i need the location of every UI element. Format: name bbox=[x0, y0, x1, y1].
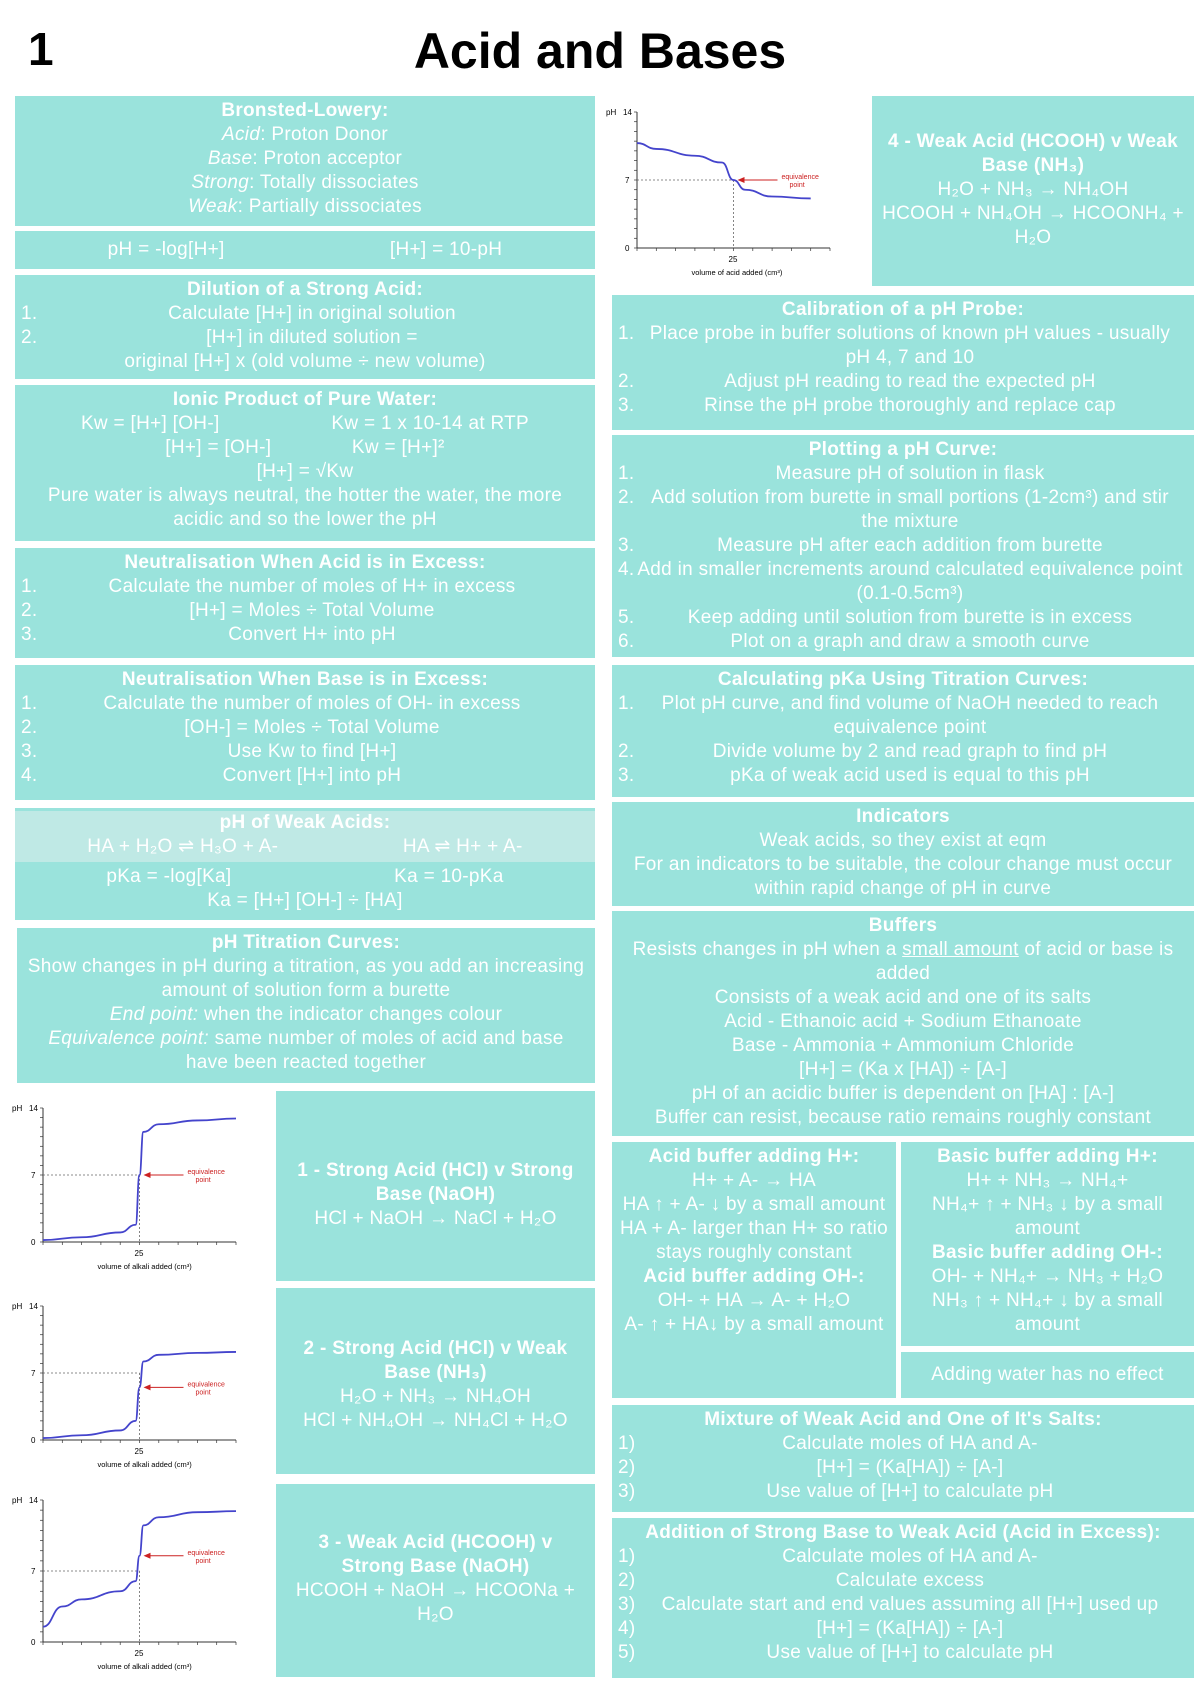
buffers-line: Acid - Ethanoic acid + Sodium Ethanoate bbox=[724, 1011, 1082, 1032]
acid-buffer-box bbox=[612, 1142, 896, 1398]
ph-formula-right: [H+] = 10-pH bbox=[389, 239, 503, 260]
base-excess-box bbox=[15, 665, 595, 800]
ionic-product-box bbox=[15, 385, 595, 541]
y-axis-label: pH bbox=[606, 108, 617, 117]
equivalence-label: point bbox=[195, 1557, 211, 1565]
list-item: 6. Plot on a graph and draw a smooth curve bbox=[618, 631, 1090, 652]
buffers-line: Buffer can resist, because ratio remains roughly constant bbox=[654, 1107, 1152, 1128]
ionic-line: Kw = [H+] [OH-] bbox=[80, 413, 220, 434]
bronsted-line: Strong: Totally dissociates bbox=[191, 172, 419, 193]
indicators-line: Weak acids, so they exist at eqm bbox=[759, 830, 1047, 851]
list-item: 1) Calculate moles of HA and A- bbox=[618, 1546, 1038, 1567]
acid-buffer-line: HA + A- larger than H+ so ratio stays roughly constant bbox=[619, 1218, 889, 1263]
x-tick-label: 25 bbox=[134, 1649, 144, 1658]
curve3-box bbox=[276, 1484, 595, 1677]
list-item: 3. Use Kw to find [H+] bbox=[21, 741, 397, 762]
curve4-title: 4 - Weak Acid (HCOOH) v Weak Base (NH₃) bbox=[888, 131, 1178, 176]
list-item-cont: original [H+] x (old volume ÷ new volume) bbox=[124, 351, 486, 372]
acid-excess-title: Neutralisation When Acid is in Excess: bbox=[124, 552, 486, 573]
buffers-line: Resists changes in pH when a small amount of acid or base is added bbox=[632, 939, 1174, 984]
calibration-title: Calibration of a pH Probe: bbox=[781, 299, 1025, 320]
equivalence-label: equivalence bbox=[781, 174, 819, 181]
y-tick-label: 0 bbox=[31, 1638, 36, 1647]
list-item: 5. Keep adding until solution from burette is in excess bbox=[618, 607, 1133, 628]
basic-buffer-line: NH₄+ ↑ + NH₃ ↓ by a small amount bbox=[932, 1194, 1163, 1239]
equivalence-label: equivalence bbox=[187, 1169, 225, 1176]
weak-acids-title: pH of Weak Acids: bbox=[219, 812, 391, 833]
ph-formula-left: pH = -log[H+] bbox=[107, 239, 225, 260]
acid-excess-box bbox=[15, 548, 595, 658]
equivalence-def: Equivalence point: same number of moles of acid and base have been reacted together bbox=[48, 1028, 564, 1073]
titration-chart-3 bbox=[8, 1482, 276, 1680]
ionic-note: Pure water is always neutral, the hotter the water, the more acidic and so the lower the pH bbox=[47, 485, 563, 530]
list-item: 1. Measure pH of solution in flask bbox=[618, 463, 1045, 484]
list-item: 3. Convert H+ into pH bbox=[21, 624, 396, 645]
list-item: 2. [H+] = Moles ÷ Total Volume bbox=[21, 600, 435, 621]
list-item: 4) [H+] = (Ka[HA]) ÷ [A-] bbox=[618, 1618, 1004, 1639]
buffers-line: pH of an acidic buffer is dependent on [HA] : [A-] bbox=[691, 1083, 1115, 1104]
weak-acid-eq: Ka = [H+] [OH-] ÷ [HA] bbox=[207, 890, 403, 911]
curve2-eq: HCl + NH₄OH → NH₄Cl + H₂O bbox=[303, 1410, 568, 1431]
pka-box bbox=[612, 665, 1194, 797]
y-tick-label: 14 bbox=[29, 1302, 38, 1311]
arrowhead-icon bbox=[144, 1553, 151, 1559]
buffers-line: [H+] = (Ka x [HA]) ÷ [A-] bbox=[799, 1059, 1007, 1080]
indicators-line: For an indicators to be suitable, the colour change must occur within rapid change of pH in curve bbox=[633, 854, 1173, 899]
x-tick-label: 25 bbox=[134, 1447, 144, 1456]
page-title: Acid and Bases bbox=[413, 23, 787, 79]
equivalence-label: equivalence bbox=[187, 1549, 225, 1557]
acid-buffer-line: H+ + A- → HA bbox=[692, 1170, 816, 1191]
titration-chart-1 bbox=[8, 1090, 276, 1280]
curve2-eq: H₂O + NH₃ → NH₄OH bbox=[339, 1386, 532, 1407]
buffers-title: Buffers bbox=[868, 915, 938, 936]
basic-buffer-line: OH- + NH₄+ → NH₃ + H₂O bbox=[931, 1266, 1164, 1287]
x-tick-label: 25 bbox=[134, 1249, 144, 1258]
list-item: 3) Use value of [H+] to calculate pH bbox=[618, 1481, 1054, 1502]
end-point-def: End point: when the indicator changes colour bbox=[109, 1004, 503, 1025]
basic-buffer-title: Basic buffer adding H+: bbox=[937, 1146, 1158, 1167]
list-item: 5) Use value of [H+] to calculate pH bbox=[618, 1642, 1054, 1663]
titration-curve bbox=[43, 1511, 236, 1627]
titration-title: pH Titration Curves: bbox=[211, 932, 401, 953]
list-item: 3. pKa of weak acid used is equal to this pH bbox=[618, 765, 1090, 786]
y-tick-label: 7 bbox=[625, 176, 630, 185]
list-item: 1. Plot pH curve, and find volume of NaOH needed to reach equivalence point bbox=[618, 693, 1159, 738]
list-item: 3. Measure pH after each addition from burette bbox=[618, 535, 1103, 556]
curve1-eq: HCl + NaOH → NaCl + H₂O bbox=[314, 1208, 557, 1229]
basic-buffer-line: H+ + NH₃ → NH₄+ bbox=[966, 1170, 1129, 1191]
titration-chart-2 bbox=[8, 1288, 276, 1478]
arrowhead-icon bbox=[738, 177, 745, 183]
x-axis-label: volume of acid added (cm³) bbox=[691, 268, 783, 277]
list-item: 1. Calculate the number of moles of H+ in excess bbox=[21, 576, 516, 597]
y-tick-label: 14 bbox=[29, 1104, 38, 1113]
list-item: 3) Calculate start and end values assuming all [H+] used up bbox=[618, 1594, 1159, 1615]
list-item: 2. Adjust pH reading to read the expected pH bbox=[618, 371, 1096, 392]
curve2-title: 2 - Strong Acid (HCl) v Weak Base (NH₃) bbox=[303, 1338, 568, 1383]
bronsted-line: Weak: Partially dissociates bbox=[188, 196, 422, 217]
arrowhead-icon bbox=[144, 1172, 151, 1178]
list-item: 2. [OH-] = Moles ÷ Total Volume bbox=[21, 717, 440, 738]
titration-curve bbox=[637, 143, 811, 198]
y-tick-label: 14 bbox=[623, 108, 632, 117]
list-item: 2. Add solution from burette in small portions (1-2cm³) and stir the mixture bbox=[618, 487, 1169, 532]
y-axis-label: pH bbox=[12, 1104, 23, 1113]
weak-acid-eq: pKa = -log[Ka] bbox=[106, 866, 232, 887]
buffers-line: Base - Ammonia + Ammonium Chloride bbox=[731, 1035, 1075, 1056]
list-item: 1. Calculate the number of moles of OH- in excess bbox=[21, 693, 521, 714]
plotting-title: Plotting a pH Curve: bbox=[808, 439, 998, 460]
titration-curves-box bbox=[17, 928, 595, 1083]
ionic-line: Kw = [H+]² bbox=[351, 437, 445, 458]
y-tick-label: 0 bbox=[31, 1436, 36, 1445]
acid-buffer-line: HA ↑ + A- ↓ by a small amount bbox=[622, 1194, 886, 1215]
list-item: 3. Rinse the pH probe thoroughly and replace cap bbox=[618, 395, 1116, 416]
x-tick-label: 25 bbox=[728, 255, 738, 264]
curve1-title: 1 - Strong Acid (HCl) v Strong Base (NaOH) bbox=[297, 1160, 574, 1205]
list-item: 2. [H+] in diluted solution = bbox=[21, 327, 418, 348]
list-item: 1) Calculate moles of HA and A- bbox=[618, 1433, 1038, 1454]
list-item: 4. Add in smaller increments around calculated equivalence point (0.1-0.5cm³) bbox=[618, 559, 1183, 604]
curve1-box bbox=[276, 1091, 595, 1281]
bronsted-box bbox=[15, 96, 595, 226]
buffers-box bbox=[612, 911, 1194, 1136]
y-tick-label: 0 bbox=[31, 1238, 36, 1247]
y-axis-label: pH bbox=[12, 1302, 23, 1311]
basic-buffer-oh-title: Basic buffer adding OH-: bbox=[932, 1242, 1163, 1263]
page-number: 1 bbox=[28, 23, 54, 75]
curve3-title: 3 - Weak Acid (HCOOH) v Strong Base (NaOH) bbox=[318, 1532, 553, 1577]
indicators-title: Indicators bbox=[856, 806, 950, 827]
addition-box bbox=[612, 1518, 1194, 1678]
dilution-title: Dilution of a Strong Acid: bbox=[186, 279, 424, 300]
x-axis-label: volume of alkali added (cm³) bbox=[97, 1662, 192, 1671]
base-excess-title: Neutralisation When Base is in Excess: bbox=[121, 669, 489, 690]
equivalence-label: equivalence bbox=[187, 1381, 225, 1389]
ionic-line: Kw = 1 x 10-14 at RTP bbox=[331, 413, 530, 434]
y-tick-label: 7 bbox=[31, 1567, 36, 1576]
water-note: Adding water has no effect bbox=[931, 1364, 1164, 1385]
pka-title: Calculating pKa Using Titration Curves: bbox=[717, 669, 1089, 690]
y-tick-label: 7 bbox=[31, 1369, 36, 1378]
acid-buffer-title: Acid buffer adding H+: bbox=[648, 1146, 860, 1167]
bronsted-title: Bronsted-Lowery: bbox=[221, 100, 389, 121]
ionic-line: [H+] = [OH-] bbox=[165, 437, 272, 458]
indicators-box bbox=[612, 802, 1194, 906]
y-axis-label: pH bbox=[12, 1496, 23, 1505]
list-item: 2) [H+] = (Ka[HA]) ÷ [A-] bbox=[618, 1457, 1004, 1478]
curve4-eq: HCOOH + NH₄OH → HCOONH₄ + H₂O bbox=[882, 203, 1184, 248]
addition-title: Addition of Strong Base to Weak Acid (Acid in Excess): bbox=[645, 1522, 1161, 1543]
bronsted-line: Base: Proton acceptor bbox=[207, 148, 403, 169]
weak-acids-box bbox=[15, 808, 595, 920]
dilution-box bbox=[15, 275, 595, 379]
curve4-eq: H₂O + NH₃ → NH₄OH bbox=[937, 179, 1129, 200]
titration-desc: Show changes in pH during a titration, as you add an increasing amount of solution form a burette bbox=[27, 956, 585, 1001]
list-item: 2) Calculate excess bbox=[618, 1570, 985, 1591]
titration-chart-4 bbox=[602, 94, 870, 286]
equivalence-label: point bbox=[195, 1389, 211, 1397]
mixture-title: Mixture of Weak Acid and One of It's Salts: bbox=[704, 1409, 1102, 1430]
weak-acid-eq: HA ⇌ H+ + A- bbox=[402, 836, 523, 857]
arrowhead-icon bbox=[144, 1384, 151, 1390]
x-axis-label: volume of alkali added (cm³) bbox=[97, 1262, 192, 1271]
list-item: 4. Convert [H+] into pH bbox=[21, 765, 402, 786]
y-tick-label: 7 bbox=[31, 1171, 36, 1180]
acid-buffer-line: OH- + HA → A- + H₂O bbox=[657, 1290, 851, 1311]
plotting-box bbox=[612, 435, 1194, 657]
buffers-line: Consists of a weak acid and one of its salts bbox=[714, 987, 1092, 1008]
water-box bbox=[901, 1352, 1194, 1398]
acid-buffer-oh-title: Acid buffer adding OH-: bbox=[643, 1266, 865, 1287]
list-item: 2. Divide volume by 2 and read graph to find pH bbox=[618, 741, 1108, 762]
basic-buffer-box bbox=[901, 1142, 1194, 1346]
list-item: 1. Place probe in buffer solutions of known pH values - usually pH 4, 7 and 10 bbox=[618, 323, 1171, 368]
y-tick-label: 0 bbox=[625, 244, 630, 253]
ph-formula-box bbox=[15, 231, 595, 269]
equivalence-label: point bbox=[195, 1177, 211, 1184]
curve4-box bbox=[872, 96, 1194, 286]
list-item: 1. Calculate [H+] in original solution bbox=[21, 303, 456, 324]
ionic-line: [H+] = √Kw bbox=[256, 461, 354, 482]
curve3-eq: HCOOH + NaOH → HCOONa + H₂O bbox=[295, 1580, 576, 1625]
curve2-box bbox=[276, 1288, 595, 1474]
ionic-title: Ionic Product of Pure Water: bbox=[172, 389, 438, 410]
y-tick-label: 14 bbox=[29, 1496, 38, 1505]
calibration-box bbox=[612, 295, 1194, 430]
mixture-box bbox=[612, 1405, 1194, 1512]
acid-buffer-line: A- ↑ + HA↓ by a small amount bbox=[624, 1314, 884, 1335]
equivalence-label: point bbox=[789, 182, 805, 189]
weak-acid-eq: Ka = 10-pKa bbox=[394, 866, 504, 887]
bronsted-line: Acid: Proton Donor bbox=[222, 124, 388, 145]
weak-acid-eq: HA + H₂O ⇌ H₃O + A- bbox=[87, 836, 279, 857]
x-axis-label: volume of alkali added (cm³) bbox=[97, 1460, 192, 1469]
basic-buffer-line: NH₃ ↑ + NH₄+ ↓ by a small amount bbox=[932, 1290, 1163, 1335]
